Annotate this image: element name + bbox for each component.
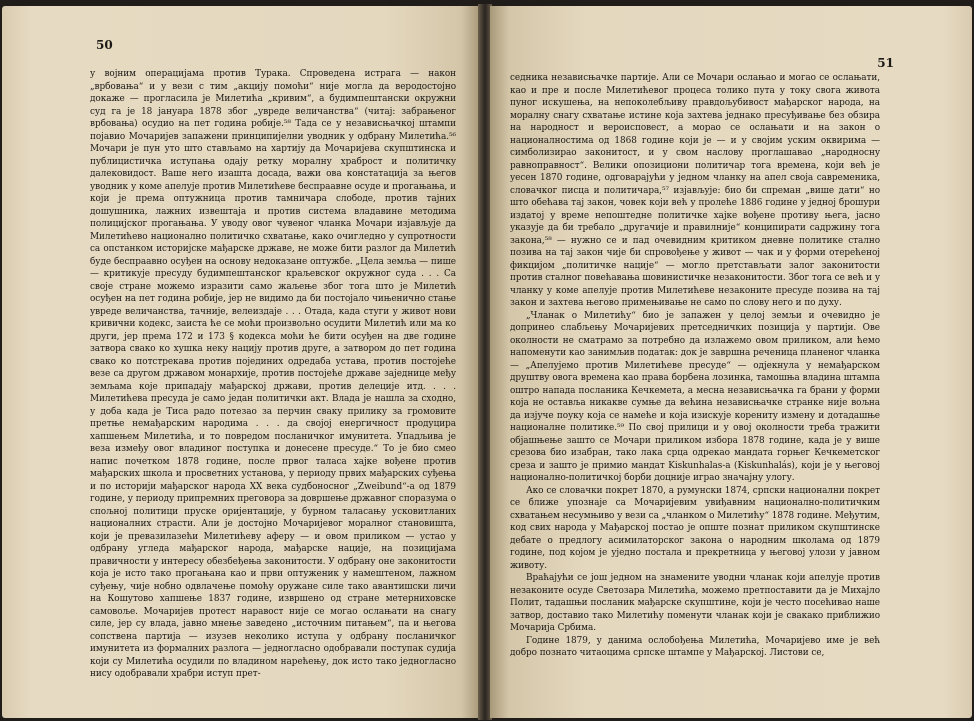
right-paragraph-2: „Чланак о Милетићу“ био је запажен у целој земљи и очевидно је допринео слабљењу Мочаријевих претседничких позиција у партији. Ове околности не сматрамо за потребно да излажемо овом приликом, али ћемо напоменути као занимљив податак: док је завршна реченица планеног чланка — „Апелујемо против Милетићеве пресуде“ — одјекнула у немађарском друштву овога времена као права борбена лозинка, тамошња владина штампа оштро напада посланика Кечкемета, а месна независњачка га брани у форми која не оставља никакве сумње да већина независњачке странке није вољна да изјуче поуку која се намеће и која изискује корениту измену и дотадашње националне политике.⁵⁹ По свој прилици и у овој околности треба тражити објашњење зашто се Мочари приликом избора 1878 године, када је у више срезова био изабран, тако лака срца одрекао мандата горњег Кечкеметског среза и зашто је примио мандат Kiskunhalas-а (Kiskunhalás), који је у његовој национално-политичкој борби доцније играо значајну улогу. [510,310,880,483]
right-page-text [510,72,880,660]
left-page-text [90,68,456,681]
left-paragraph-1: у војним операцијама против Турака. Спроведена истрага — након „врбовања“ и у вези с тим „акцију помоћи“ није могла да веродостојно докаже — прогласила је Милетића „кривим“, а будимпештански окружни суд га је 18 јануара 1878 због „увреде величанства“ (читај: забрањеног врбовања) осудио на пет година робије.⁵⁸ Тада се у независњачкој штампи појавио Мочаријев запажени принципијелни уводник у одбрану Милетића.⁵⁶ Мочари је пун уто што стављамо на хартију да Мочаријева скупштинска и публицистичка иступања одају ретку моралну храброст и политичку далековидост. Ваше него изашта досада, важи ова констатација за његов уводник у коме апелује против Милетићеве беспраавне осуде и прогањања, и који је према оптужница против тамничара слободе, против тајних дошушника, лажних извештаја и против система владавине методима полицијског прогањања. У уводу овог чувеног чланка Мочари изјављује да Милетићево национално политичко схватање, како очигледно у супротности са опстанком историјске мађарске државе, не може бити разлог да Милетић буде беспраавно осуђен на основу недоказане оптужбе. „Цела земља — пише — критикује пресуду будимпештанског краљевског окружног суда . . . Са своје стране можемо изразити само жаљење због тога што је Милетић осуђен на пет година робије, јер не видимо да би постојало чињенично стање увреде величанства, тачније, велеиздаје . . . Отада, када стуги у живот нови кривични кодекс, заиста ће се моћи произвољно осудити Милетић или ма ко други, јер према 172 и 173 § кодекса моћи ће бити осуђен на две године затвора свако ко хушка неку нацију против друге, а затвором до пет година свако ко потстрекава против појединих одредаба устава, против постојеће везе са другом државом монархије, против постојеће државе заједнице међу земљама које припадају мађарској држави, против делеције итд. . . . Милетићева пресуда је само један политички акт. Влада је нашла за сходно, у доба када је Тиса радо потезао за перчин сваку прилику за громовите претње немађарским народима . . . да својој енергичност продуцира хапшењем Милетића, и то повредом посланичког имунитета. Упадљива је веза између овог владиног поступка и донесене пресуде.“ То је био смео напис почетком 1878 године, после првог таласа хајке вођене против мађарских школа и просветних установа, у периоду првих мађарских суђења и по историји мађарског народа ХХ века судбоносног „Zweibund“-а од 1879 године, у периоду припремних преговора за довршење државног споразума о спољној политици пруске оријентације, у бурном таласању усковитланих националних страсти. Али је достојно Мочаријевог моралног становишта, који је превазилазећи Милетићеву аферу — и овом приликом — устао у одбрану угледа мађарског народа, мађарске нације, на позицијама правичности у интересу обезбеђења законитости. У одбрану оне законитости која је исто тако прогањана као и први оптуженик у намештеном, лажном суђењу, чије нобно одвлачење помоћу оружане силе тако авантишски личи на Кошутово хапшење 1837 године, извршено од стране метерниховске самовоље. Мочаријев протест наравост није се могао ослањати на снагу силе, јер су влада, јавно мнење заведено „источним питањем“, па и његова сопствена партија — изузев неколико иступа у одбрану посланичког имунитета из формалних разлога — једногласно одобравали поступак судија који су Милетића осудили по владином нарећењу, док исто тако једногласно нису одобравали храбри иступ прет- [90,69,456,679]
right-paragraph-3: Ако се словачки покрет 1870, а румунски 1874, српски национални покрет се ближе упознаје са Мочаријевим увиђавним национално-политичким схватањем несумњиво у вези са „чланком о Милетићу“ 1878 године. Међутим, код свих народа у Мађарској постао је опште познат приликом скупштинске дебате о предлогу асимилаторског закона о народним школама од 1879 године, под којом је уједно постала и прекретница у његовој улози у јавном животу. [510,485,880,571]
right-page-number: 51 [877,56,894,70]
right-paragraph-5: Године 1879, у данима ослобођења Милетића, Мочаријево име је већ добро познато читаоцима српске штампе у Мађарској. Листови се, [510,635,880,658]
left-page [2,6,480,718]
right-paragraph-4: Враћајући се још једном на знамените уводни чланак који апелује против незаконите осуде Светозара Милетића, можемо претпоставити да је Михајло Полит, тадашњи посланик мађарске скупштине, који је често посећивао наше затвор, доставио тако Милетићу поменути чланак који је свакако приближио Мочарија Србима. [510,573,880,633]
right-page [490,6,972,718]
right-paragraph-1: седника независњачке партије. Али се Мочари ослањао и могао се ослањати, као и пре и после Милетићевог процеса толико пута у току свога живота пуног искушења, на непоколебљиву правдољубивост мађарског народа, на моралну снагу схватање истине која захтева једнако пресуђивање без обзира на народност и вероисповест, а мораo се ослањати и на закон о националностима од 1868 године који је — и у својим уским оквирима — симболизирао законитост, и у свом насловy проглашавао „народносну равноправност“. Велики опозициони политичар тога времена, који већ је уесен 1870 године, одговарајући у једном чланку на апел своја савременика, словачког писца и политичара,⁵⁷ изјављује: био би спреман „више дати“ но што обећава тај закон, човек који већ у пролеће 1886 године у једној брошури издатој у време непоштедне политичке хајке вођене противу њега, јасно указује да би требало „другачије и правилније“ конципирати садржину тога закона,⁵⁸ — нужно се и пад очевидним критиком дневне политике стално позива на тај закон чије би спровођење у живот — чак и у форми отерећеној фикцијом „политичке нације“ — могло претстављати залог законитости против сталног повећавања шовинистичке незаконитости. Због тога се већ и у чланку у коме апелује против Милетићеве незаконите пресуде позива на тај закон и захтева његово примењивање не само по слову него и по духу. [510,73,880,308]
left-page-number: 50 [96,38,113,52]
